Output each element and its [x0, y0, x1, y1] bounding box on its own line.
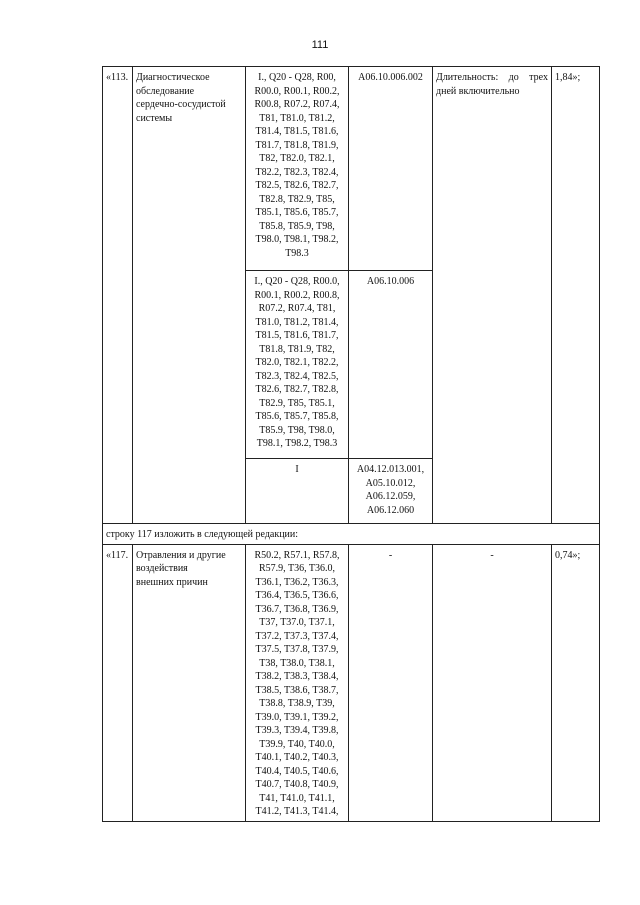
row-113-coefficient: 1,84»; — [552, 67, 600, 524]
table-row-117 — [103, 544, 600, 821]
row-117-number: «117. — [103, 544, 133, 821]
row-113-name: Диагностическое обследование сердечно-сосудистой системы — [133, 67, 246, 524]
row-117-coefficient: 0,74»; — [552, 544, 600, 821]
instruction-text: строку 117 изложить в следующей редакции: — [103, 524, 600, 545]
row-113-codes-1: I., Q20 - Q28, R00, R00.0, R00.1, R00.2, R00.8, R07.2, R07.4, T81, T81.0, T81.2, T81.4, T81.5, T81.6, T81.7, T81.8, T81.9, T82, T82.0, T82.1, T82.2, T82.3, T82.4, T82.5, T82.6, T82.7, T82.8, T82.9, T85, T85.1, T85.6, T85.7, T85.8, T85.9, T98, T98.0, T98.1, T98.2, T98.3 — [246, 67, 349, 271]
row-113-number: «113. — [103, 67, 133, 524]
row-113-condition: Длительность: до трех дней включительно — [433, 67, 552, 524]
table-row-113-a — [103, 67, 600, 271]
document-table — [102, 66, 600, 822]
row-113-codes-3: I — [246, 459, 349, 524]
row-117-service: - — [349, 544, 433, 821]
page-number: 111 — [311, 39, 329, 51]
row-117-condition: - — [433, 544, 552, 821]
row-117-codes: R50.2, R57.1, R57.8, R57.9, T36, T36.0, T36.1, T36.2, T36.3, T36.4, T36.5, T36.6, T36.7, T36.8, T36.9, T37, T37.0, T37.1, T37.2, T37.3, T37.4, T37.5, T37.8, T37.9, T38, T38.0, T38.1, T38.2, T38.3, T38.4, T38.5, T38.6, T38.7, T38.8, T38.9, T39, T39.0, T39.1, T39.2, T39.3, T39.4, T39.8, T39.9, T40, T40.0, T40.1, T40.2, T40.3, T40.4, T40.5, T40.6, T40.7, T40.8, T40.9, T41, T41.0, T41.1, T41.2, T41.3, T41.4, — [246, 544, 349, 821]
row-113-service-2: A06.10.006 — [349, 271, 433, 459]
row-113-codes-2: I., Q20 - Q28, R00.0, R00.1, R00.2, R00.8, R07.2, R07.4, T81, T81.0, T81.2, T81.4, T81.5, T81.6, T81.7, T81.8, T81.9, T82, T82.0, T82.1, T82.2, T82.3, T82.4, T82.5, T82.6, T82.7, T82.8, T82.9, T85, T85.1, T85.6, T85.7, T85.8, T85.9, T98, T98.0, T98.1, T98.2, T98.3 — [246, 271, 349, 459]
row-113-service-1: A06.10.006.002 — [349, 67, 433, 271]
row-113-service-3: A04.12.013.001, A05.10.012, A06.12.059, A06.12.060 — [349, 459, 433, 524]
instruction-row — [103, 524, 600, 545]
row-117-name: Отравления и другие воздействия внешних причин — [133, 544, 246, 821]
